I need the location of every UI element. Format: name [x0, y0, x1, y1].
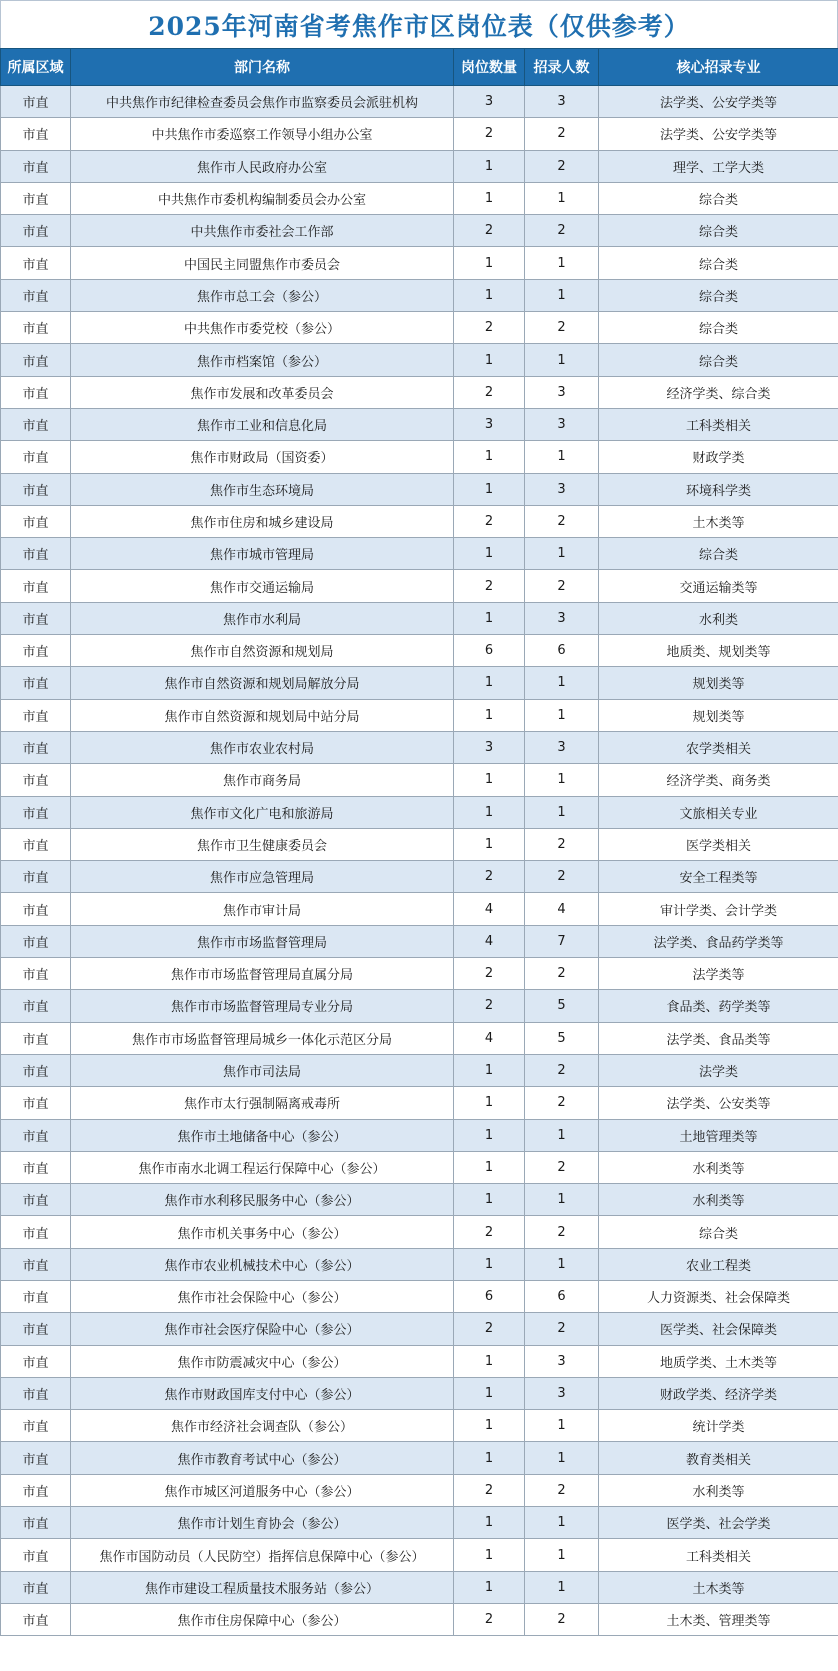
cell-department: 焦作市土地储备中心（参公） [71, 1119, 454, 1151]
cell-department: 焦作市文化广电和旅游局 [71, 796, 454, 828]
cell-major: 教育类相关 [599, 1442, 838, 1474]
cell-region: 市直 [1, 1603, 71, 1635]
cell-hire-count: 3 [525, 731, 599, 763]
cell-major: 医学类、社会学类 [599, 1507, 838, 1539]
cell-major: 文旅相关专业 [599, 796, 838, 828]
cell-region: 市直 [1, 215, 71, 247]
cell-department: 焦作市财政国库支付中心（参公） [71, 1377, 454, 1409]
cell-major: 法学类、公安学类等 [599, 86, 838, 118]
cell-major: 土木类等 [599, 1571, 838, 1603]
cell-region: 市直 [1, 1377, 71, 1409]
cell-region: 市直 [1, 1119, 71, 1151]
cell-major: 水利类 [599, 602, 838, 634]
cell-hire-count: 3 [525, 473, 599, 505]
cell-department: 焦作市自然资源和规划局 [71, 635, 454, 667]
table-row [1, 1377, 838, 1409]
cell-position-count: 1 [454, 1507, 525, 1539]
cell-hire-count: 1 [525, 1442, 599, 1474]
cell-region: 市直 [1, 1313, 71, 1345]
cell-department: 焦作市住房保障中心（参公） [71, 1603, 454, 1635]
cell-region: 市直 [1, 376, 71, 408]
cell-major: 土地管理类等 [599, 1119, 838, 1151]
cell-hire-count: 2 [525, 505, 599, 537]
cell-hire-count: 3 [525, 1345, 599, 1377]
cell-hire-count: 1 [525, 667, 599, 699]
cell-major: 财政学类、经济学类 [599, 1377, 838, 1409]
cell-major: 工科类相关 [599, 408, 838, 440]
cell-position-count: 2 [454, 376, 525, 408]
cell-major: 法学类、食品药学类等 [599, 925, 838, 957]
cell-major: 规划类等 [599, 667, 838, 699]
cell-major: 规划类等 [599, 699, 838, 731]
cell-department: 焦作市市场监督管理局 [71, 925, 454, 957]
cell-region: 市直 [1, 667, 71, 699]
cell-region: 市直 [1, 602, 71, 634]
cell-major: 工科类相关 [599, 1539, 838, 1571]
cell-major: 综合类 [599, 1216, 838, 1248]
cell-hire-count: 1 [525, 1248, 599, 1280]
cell-department: 焦作市交通运输局 [71, 570, 454, 602]
table-row [1, 958, 838, 990]
cell-department: 中共焦作市委巡察工作领导小组办公室 [71, 118, 454, 150]
cell-position-count: 2 [454, 990, 525, 1022]
table-row [1, 1410, 838, 1442]
table-row [1, 1280, 838, 1312]
table-row [1, 925, 838, 957]
cell-major: 综合类 [599, 312, 838, 344]
cell-department: 焦作市生态环境局 [71, 473, 454, 505]
cell-major: 医学类相关 [599, 828, 838, 860]
cell-hire-count: 1 [525, 1410, 599, 1442]
cell-position-count: 1 [454, 441, 525, 473]
cell-hire-count: 2 [525, 861, 599, 893]
table-row [1, 376, 838, 408]
cell-hire-count: 4 [525, 893, 599, 925]
cell-major: 综合类 [599, 182, 838, 214]
cell-department: 焦作市城区河道服务中心（参公） [71, 1474, 454, 1506]
cell-hire-count: 3 [525, 86, 599, 118]
cell-position-count: 4 [454, 893, 525, 925]
cell-hire-count: 3 [525, 376, 599, 408]
cell-department: 焦作市城市管理局 [71, 538, 454, 570]
cell-hire-count: 2 [525, 1474, 599, 1506]
header-department: 部门名称 [71, 49, 454, 86]
cell-department: 焦作市自然资源和规划局中站分局 [71, 699, 454, 731]
table-row [1, 1216, 838, 1248]
cell-position-count: 3 [454, 731, 525, 763]
cell-major: 交通运输类等 [599, 570, 838, 602]
cell-major: 审计学类、会计学类 [599, 893, 838, 925]
cell-region: 市直 [1, 1507, 71, 1539]
cell-position-count: 6 [454, 635, 525, 667]
cell-hire-count: 2 [525, 118, 599, 150]
table-row [1, 1022, 838, 1054]
cell-department: 焦作市防震减灾中心（参公） [71, 1345, 454, 1377]
table-body [1, 86, 838, 1636]
cell-department: 焦作市市场监督管理局专业分局 [71, 990, 454, 1022]
table-row [1, 699, 838, 731]
cell-major: 水利类等 [599, 1151, 838, 1183]
cell-major: 法学类、公安类等 [599, 1087, 838, 1119]
cell-region: 市直 [1, 1248, 71, 1280]
table-row [1, 1507, 838, 1539]
cell-hire-count: 1 [525, 279, 599, 311]
cell-region: 市直 [1, 1571, 71, 1603]
cell-position-count: 1 [454, 1571, 525, 1603]
job-table [0, 48, 838, 1636]
table-row [1, 344, 838, 376]
table-row [1, 1054, 838, 1086]
cell-hire-count: 1 [525, 1539, 599, 1571]
cell-major: 经济学类、商务类 [599, 764, 838, 796]
cell-region: 市直 [1, 505, 71, 537]
cell-region: 市直 [1, 1345, 71, 1377]
table-row [1, 1151, 838, 1183]
cell-major: 法学类、食品类等 [599, 1022, 838, 1054]
cell-department: 焦作市社会医疗保险中心（参公） [71, 1313, 454, 1345]
cell-department: 焦作市发展和改革委员会 [71, 376, 454, 408]
cell-hire-count: 5 [525, 1022, 599, 1054]
cell-major: 土木类、管理类等 [599, 1603, 838, 1635]
table-row [1, 215, 838, 247]
cell-department: 焦作市总工会（参公） [71, 279, 454, 311]
cell-department: 中共焦作市委机构编制委员会办公室 [71, 182, 454, 214]
cell-position-count: 1 [454, 667, 525, 699]
cell-position-count: 3 [454, 408, 525, 440]
cell-region: 市直 [1, 958, 71, 990]
cell-hire-count: 2 [525, 1216, 599, 1248]
cell-major: 理学、工学大类 [599, 150, 838, 182]
cell-position-count: 1 [454, 828, 525, 860]
cell-department: 中共焦作市纪律检查委员会焦作市监察委员会派驻机构 [71, 86, 454, 118]
cell-major: 法学类、公安学类等 [599, 118, 838, 150]
cell-hire-count: 2 [525, 1313, 599, 1345]
cell-department: 焦作市太行强制隔离戒毒所 [71, 1087, 454, 1119]
cell-position-count: 4 [454, 925, 525, 957]
cell-position-count: 2 [454, 570, 525, 602]
cell-department: 焦作市审计局 [71, 893, 454, 925]
table-row [1, 538, 838, 570]
cell-region: 市直 [1, 1022, 71, 1054]
cell-position-count: 1 [454, 247, 525, 279]
cell-position-count: 1 [454, 1119, 525, 1151]
cell-hire-count: 1 [525, 699, 599, 731]
cell-position-count: 2 [454, 958, 525, 990]
cell-major: 水利类等 [599, 1474, 838, 1506]
cell-major: 财政学类 [599, 441, 838, 473]
table-row [1, 86, 838, 118]
cell-position-count: 6 [454, 1280, 525, 1312]
cell-major: 综合类 [599, 247, 838, 279]
cell-hire-count: 1 [525, 1184, 599, 1216]
cell-position-count: 1 [454, 699, 525, 731]
header-hire-count: 招录人数 [525, 49, 599, 86]
cell-position-count: 4 [454, 1022, 525, 1054]
cell-hire-count: 2 [525, 570, 599, 602]
cell-department: 中共焦作市委党校（参公） [71, 312, 454, 344]
cell-department: 焦作市市场监督管理局直属分局 [71, 958, 454, 990]
cell-hire-count: 1 [525, 1571, 599, 1603]
cell-department: 焦作市国防动员（人民防空）指挥信息保障中心（参公） [71, 1539, 454, 1571]
table-row [1, 990, 838, 1022]
cell-position-count: 2 [454, 505, 525, 537]
cell-major: 地质类、规划类等 [599, 635, 838, 667]
table-row [1, 247, 838, 279]
cell-department: 焦作市工业和信息化局 [71, 408, 454, 440]
cell-position-count: 2 [454, 312, 525, 344]
cell-region: 市直 [1, 893, 71, 925]
cell-hire-count: 1 [525, 764, 599, 796]
cell-position-count: 2 [454, 861, 525, 893]
table-row [1, 473, 838, 505]
cell-major: 法学类 [599, 1054, 838, 1086]
cell-hire-count: 2 [525, 1151, 599, 1183]
cell-department: 焦作市水利移民服务中心（参公） [71, 1184, 454, 1216]
cell-region: 市直 [1, 699, 71, 731]
cell-region: 市直 [1, 570, 71, 602]
cell-hire-count: 2 [525, 215, 599, 247]
cell-position-count: 2 [454, 1474, 525, 1506]
cell-major: 统计学类 [599, 1410, 838, 1442]
cell-position-count: 1 [454, 182, 525, 214]
table-row [1, 279, 838, 311]
cell-region: 市直 [1, 118, 71, 150]
cell-hire-count: 1 [525, 796, 599, 828]
cell-department: 焦作市市场监督管理局城乡一体化示范区分局 [71, 1022, 454, 1054]
table-row [1, 635, 838, 667]
table-row [1, 118, 838, 150]
table-row [1, 408, 838, 440]
table-row [1, 312, 838, 344]
cell-region: 市直 [1, 764, 71, 796]
cell-major: 地质学类、土木类等 [599, 1345, 838, 1377]
cell-position-count: 1 [454, 1151, 525, 1183]
cell-position-count: 1 [454, 1184, 525, 1216]
cell-major: 土木类等 [599, 505, 838, 537]
cell-region: 市直 [1, 247, 71, 279]
cell-department: 焦作市教育考试中心（参公） [71, 1442, 454, 1474]
cell-department: 焦作市南水北调工程运行保障中心（参公） [71, 1151, 454, 1183]
cell-region: 市直 [1, 538, 71, 570]
cell-position-count: 1 [454, 1442, 525, 1474]
cell-major: 经济学类、综合类 [599, 376, 838, 408]
cell-region: 市直 [1, 408, 71, 440]
table-row [1, 570, 838, 602]
cell-position-count: 1 [454, 602, 525, 634]
table-row [1, 1571, 838, 1603]
table-row [1, 796, 838, 828]
table-row [1, 1313, 838, 1345]
cell-department: 焦作市建设工程质量技术服务站（参公） [71, 1571, 454, 1603]
cell-department: 焦作市档案馆（参公） [71, 344, 454, 376]
cell-hire-count: 1 [525, 247, 599, 279]
table-row [1, 1119, 838, 1151]
cell-region: 市直 [1, 1184, 71, 1216]
cell-region: 市直 [1, 279, 71, 311]
table-row [1, 441, 838, 473]
cell-position-count: 2 [454, 118, 525, 150]
cell-major: 安全工程类等 [599, 861, 838, 893]
cell-position-count: 1 [454, 279, 525, 311]
cell-hire-count: 1 [525, 1507, 599, 1539]
table-row [1, 731, 838, 763]
cell-region: 市直 [1, 796, 71, 828]
cell-department: 焦作市应急管理局 [71, 861, 454, 893]
cell-major: 法学类等 [599, 958, 838, 990]
cell-region: 市直 [1, 861, 71, 893]
cell-major: 医学类、社会保障类 [599, 1313, 838, 1345]
cell-region: 市直 [1, 1442, 71, 1474]
cell-position-count: 3 [454, 86, 525, 118]
table-row [1, 150, 838, 182]
cell-major: 农学类相关 [599, 731, 838, 763]
table-row [1, 1345, 838, 1377]
cell-region: 市直 [1, 441, 71, 473]
cell-major: 水利类等 [599, 1184, 838, 1216]
cell-region: 市直 [1, 473, 71, 505]
cell-region: 市直 [1, 86, 71, 118]
table-row [1, 1603, 838, 1635]
table-row [1, 1184, 838, 1216]
table-row [1, 1248, 838, 1280]
cell-hire-count: 2 [525, 958, 599, 990]
cell-position-count: 1 [454, 344, 525, 376]
cell-hire-count: 2 [525, 1087, 599, 1119]
cell-region: 市直 [1, 925, 71, 957]
table-row [1, 505, 838, 537]
cell-department: 中国民主同盟焦作市委员会 [71, 247, 454, 279]
cell-region: 市直 [1, 1410, 71, 1442]
cell-region: 市直 [1, 635, 71, 667]
cell-hire-count: 1 [525, 1119, 599, 1151]
cell-region: 市直 [1, 990, 71, 1022]
table-row [1, 764, 838, 796]
cell-department: 焦作市自然资源和规划局解放分局 [71, 667, 454, 699]
cell-position-count: 2 [454, 1216, 525, 1248]
cell-department: 焦作市人民政府办公室 [71, 150, 454, 182]
table-row [1, 1087, 838, 1119]
cell-hire-count: 7 [525, 925, 599, 957]
cell-region: 市直 [1, 1216, 71, 1248]
cell-position-count: 1 [454, 1410, 525, 1442]
cell-region: 市直 [1, 1474, 71, 1506]
cell-department: 焦作市计划生育协会（参公） [71, 1507, 454, 1539]
cell-hire-count: 2 [525, 150, 599, 182]
table-row [1, 1474, 838, 1506]
cell-department: 焦作市社会保险中心（参公） [71, 1280, 454, 1312]
cell-position-count: 1 [454, 1054, 525, 1086]
cell-department: 焦作市机关事务中心（参公） [71, 1216, 454, 1248]
cell-major: 环境科学类 [599, 473, 838, 505]
cell-position-count: 1 [454, 150, 525, 182]
cell-region: 市直 [1, 150, 71, 182]
cell-region: 市直 [1, 1054, 71, 1086]
cell-department: 焦作市水利局 [71, 602, 454, 634]
header-region: 所属区域 [1, 49, 71, 86]
cell-department: 焦作市农业机械技术中心（参公） [71, 1248, 454, 1280]
cell-position-count: 2 [454, 1313, 525, 1345]
cell-hire-count: 5 [525, 990, 599, 1022]
cell-department: 中共焦作市委社会工作部 [71, 215, 454, 247]
cell-hire-count: 2 [525, 312, 599, 344]
cell-region: 市直 [1, 1280, 71, 1312]
cell-position-count: 1 [454, 1377, 525, 1409]
cell-hire-count: 1 [525, 182, 599, 214]
cell-department: 焦作市商务局 [71, 764, 454, 796]
cell-major: 综合类 [599, 279, 838, 311]
page-title: 2025年河南省考焦作市区岗位表（仅供参考） [0, 0, 838, 48]
cell-department: 焦作市司法局 [71, 1054, 454, 1086]
cell-department: 焦作市卫生健康委员会 [71, 828, 454, 860]
cell-region: 市直 [1, 1151, 71, 1183]
cell-position-count: 1 [454, 538, 525, 570]
table-row [1, 1539, 838, 1571]
table-row [1, 861, 838, 893]
cell-position-count: 1 [454, 796, 525, 828]
cell-department: 焦作市住房和城乡建设局 [71, 505, 454, 537]
cell-major: 人力资源类、社会保障类 [599, 1280, 838, 1312]
cell-major: 综合类 [599, 344, 838, 376]
cell-region: 市直 [1, 344, 71, 376]
cell-hire-count: 6 [525, 635, 599, 667]
table-row [1, 182, 838, 214]
table-row [1, 1442, 838, 1474]
cell-hire-count: 2 [525, 1054, 599, 1086]
table-row [1, 893, 838, 925]
cell-hire-count: 1 [525, 441, 599, 473]
cell-major: 食品类、药学类等 [599, 990, 838, 1022]
cell-region: 市直 [1, 731, 71, 763]
cell-position-count: 2 [454, 1603, 525, 1635]
cell-region: 市直 [1, 312, 71, 344]
cell-region: 市直 [1, 1087, 71, 1119]
cell-hire-count: 3 [525, 408, 599, 440]
cell-department: 焦作市经济社会调查队（参公） [71, 1410, 454, 1442]
cell-hire-count: 3 [525, 602, 599, 634]
cell-department: 焦作市财政局（国资委） [71, 441, 454, 473]
cell-position-count: 1 [454, 1087, 525, 1119]
cell-major: 农业工程类 [599, 1248, 838, 1280]
cell-hire-count: 3 [525, 1377, 599, 1409]
table-row [1, 602, 838, 634]
table-header-row [1, 49, 838, 86]
cell-position-count: 1 [454, 764, 525, 796]
cell-position-count: 1 [454, 1539, 525, 1571]
cell-major: 综合类 [599, 215, 838, 247]
cell-major: 综合类 [599, 538, 838, 570]
cell-hire-count: 1 [525, 538, 599, 570]
header-major: 核心招录专业 [599, 49, 838, 86]
header-position-count: 岗位数量 [454, 49, 525, 86]
cell-position-count: 1 [454, 1345, 525, 1377]
cell-hire-count: 2 [525, 1603, 599, 1635]
cell-region: 市直 [1, 828, 71, 860]
cell-department: 焦作市农业农村局 [71, 731, 454, 763]
cell-hire-count: 1 [525, 344, 599, 376]
cell-position-count: 1 [454, 1248, 525, 1280]
cell-hire-count: 2 [525, 828, 599, 860]
table-row [1, 828, 838, 860]
cell-region: 市直 [1, 1539, 71, 1571]
cell-region: 市直 [1, 182, 71, 214]
cell-position-count: 1 [454, 473, 525, 505]
cell-position-count: 2 [454, 215, 525, 247]
cell-hire-count: 6 [525, 1280, 599, 1312]
table-row [1, 667, 838, 699]
